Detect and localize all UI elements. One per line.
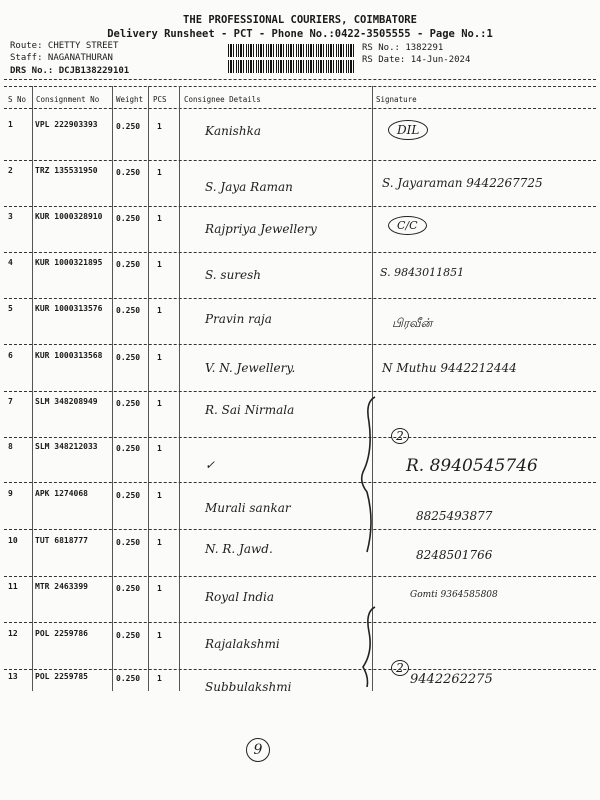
row-divider (4, 206, 596, 207)
route-label: Route: CHETTY STREET (10, 41, 119, 51)
row-sno: 4 (8, 258, 13, 267)
row-consignee: Kanishka (205, 124, 261, 138)
header-divider (4, 108, 596, 109)
row-weight: 0.250 (116, 214, 141, 223)
row-divider (4, 437, 596, 438)
row-consignee: R. Sai Nirmala (205, 403, 295, 417)
row-consignee: S. suresh (205, 268, 262, 282)
row-sno: 7 (8, 397, 13, 406)
row-consignee: V. N. Jewellery. (205, 361, 296, 375)
col-header-consignment: Consignment No (36, 95, 100, 104)
page-number: 9 (246, 738, 270, 762)
col-header-weight: Weight (116, 95, 144, 104)
col-header-sno: S No (8, 95, 27, 104)
col-header-signature: Signature (376, 95, 417, 104)
barcode (228, 44, 354, 57)
bracket-mark-bottom: 2 (391, 660, 409, 676)
row-pcs: 1 (157, 674, 162, 683)
row-divider (4, 298, 596, 299)
row-divider (4, 391, 596, 392)
row-consignment-no: KUR 1000328910 (35, 212, 103, 221)
divider (4, 86, 596, 87)
col-header-pcs: PCS (153, 95, 167, 104)
divider (4, 79, 596, 80)
drs-label: DRS No.: DCJB138229101 (10, 66, 130, 76)
row-pcs: 1 (157, 631, 162, 640)
row-weight: 0.250 (116, 399, 141, 408)
row-signature: S. Jayaraman 9442267725 (382, 176, 543, 190)
row-weight: 0.250 (116, 353, 141, 362)
column-line (112, 86, 113, 691)
row-consignment-no: SLM 348212033 (35, 442, 98, 451)
staff-label: Staff: NAGANATHURAN (10, 53, 113, 63)
row-sno: 8 (8, 442, 13, 451)
row-sno: 1 (8, 120, 13, 129)
row-pcs: 1 (157, 584, 162, 593)
column-line (179, 86, 180, 691)
row-signature: S. 9843011851 (380, 266, 465, 279)
bracket-mark-top: 2 (391, 428, 409, 444)
row-consignment-no: POL 2259785 (35, 672, 88, 681)
row-consignment-no: SLM 348208949 (35, 397, 98, 406)
row-consignee: Royal India (205, 590, 274, 604)
company-title: THE PROFESSIONAL COURIERS, COIMBATORE (183, 14, 417, 26)
rs-number: RS No.: 1382291 (362, 43, 444, 53)
row-weight: 0.250 (116, 444, 141, 453)
row-weight: 0.250 (116, 306, 141, 315)
row-signature: R. 8940545746 (406, 456, 538, 476)
runsheet-subtitle: Delivery Runsheet - PCT - Phone No.:0422-3505555 - Page No.:1 (107, 28, 493, 40)
row-pcs: 1 (157, 353, 162, 362)
row-divider (4, 622, 596, 623)
row-consignment-no: VPL 222903393 (35, 120, 98, 129)
bracket-marks (355, 392, 385, 692)
row-consignment-no: MTR 2463399 (35, 582, 88, 591)
row-consignment-no: KUR 1000313568 (35, 351, 103, 360)
row-signature: N Muthu 9442212444 (382, 361, 517, 375)
row-weight: 0.250 (116, 674, 141, 683)
column-line (32, 86, 33, 691)
rs-date: RS Date: 14-Jun-2024 (362, 55, 471, 65)
row-weight: 0.250 (116, 584, 141, 593)
row-pcs: 1 (157, 260, 162, 269)
row-sno: 12 (8, 629, 18, 638)
row-divider (4, 252, 596, 253)
row-weight: 0.250 (116, 168, 141, 177)
row-consignee: Pravin raja (205, 312, 272, 326)
row-consignee: Subbulakshmi (205, 680, 292, 694)
row-weight: 0.250 (116, 491, 141, 500)
row-consignee: ✓ (205, 458, 216, 472)
row-weight: 0.250 (116, 122, 141, 131)
row-signature: பிரவீன் (392, 316, 433, 330)
row-divider (4, 160, 596, 161)
row-sno: 5 (8, 304, 13, 313)
row-weight: 0.250 (116, 631, 141, 640)
row-divider (4, 669, 596, 670)
row-weight: 0.250 (116, 260, 141, 269)
row-consignment-no: TUT 6818777 (35, 536, 88, 545)
row-consignee: S. Jaya Raman (205, 180, 293, 194)
row-sno: 6 (8, 351, 13, 360)
column-line (148, 86, 149, 691)
row-pcs: 1 (157, 399, 162, 408)
row-pcs: 1 (157, 444, 162, 453)
row-sno: 10 (8, 536, 18, 545)
row-consignment-no: APK 1274068 (35, 489, 88, 498)
row-consignment-no: KUR 1000321895 (35, 258, 103, 267)
row-signature: DIL (388, 120, 428, 140)
row-sno: 13 (8, 672, 18, 681)
barcode (228, 60, 354, 73)
row-consignee: N. R. Jawd. (205, 542, 273, 556)
row-pcs: 1 (157, 214, 162, 223)
row-signature: 8248501766 (416, 548, 493, 562)
row-sno: 2 (8, 166, 13, 175)
row-divider (4, 576, 596, 577)
row-signature: Gomti 9364585808 (410, 590, 498, 600)
row-signature: 8825493877 (416, 509, 493, 523)
row-divider (4, 529, 596, 530)
row-sno: 9 (8, 489, 13, 498)
row-pcs: 1 (157, 168, 162, 177)
row-weight: 0.250 (116, 538, 141, 547)
row-consignment-no: TRZ 135531950 (35, 166, 98, 175)
row-sno: 11 (8, 582, 18, 591)
row-consignee: Murali sankar (205, 501, 291, 515)
row-divider (4, 344, 596, 345)
row-signature: C/C (388, 216, 427, 235)
row-divider (4, 482, 596, 483)
row-pcs: 1 (157, 538, 162, 547)
row-consignment-no: POL 2259786 (35, 629, 88, 638)
row-consignee: Rajpriya Jewellery (205, 222, 317, 236)
row-pcs: 1 (157, 491, 162, 500)
row-consignee: Rajalakshmi (205, 637, 280, 651)
row-signature: 9442262275 (410, 672, 493, 687)
row-consignment-no: KUR 1000313576 (35, 304, 103, 313)
row-pcs: 1 (157, 306, 162, 315)
row-sno: 3 (8, 212, 13, 221)
row-pcs: 1 (157, 122, 162, 131)
col-header-consignee: Consignee Details (184, 95, 261, 104)
